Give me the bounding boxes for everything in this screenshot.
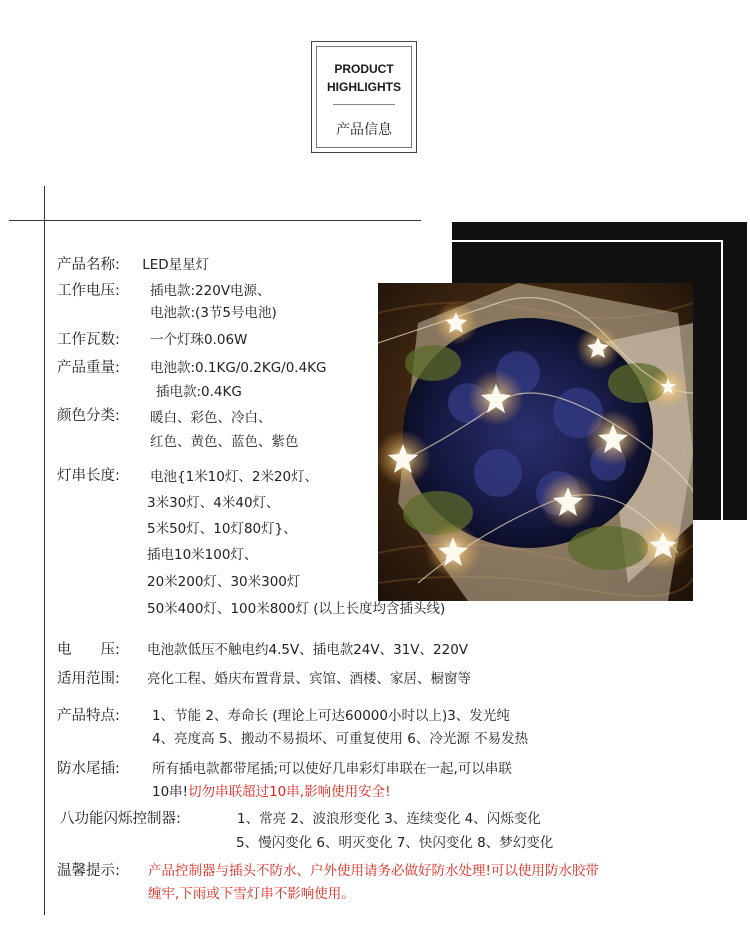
tip-value-line1: 产品控制器与插头不防水、户外使用请务必做好防水处理!可以使用防水胶带 bbox=[148, 863, 599, 879]
wattage-value: 一个灯珠0.06W bbox=[150, 332, 248, 348]
product-photo bbox=[378, 283, 693, 601]
voltage-label: 工作电压: bbox=[57, 283, 120, 299]
weight-label: 产品重量: bbox=[57, 360, 120, 376]
length-value-line5: 20米200灯、30米300灯 bbox=[147, 574, 301, 590]
tail-plug-count: 10串! bbox=[152, 784, 189, 800]
controller-value-line2: 5、慢闪变化 6、明灭变化 7、快闪变化 8、梦幻变化 bbox=[236, 835, 554, 851]
product-name-value: LED星星灯 bbox=[142, 257, 210, 273]
spec-row-name bbox=[57, 255, 209, 275]
tip-label: 温馨提示: bbox=[57, 863, 120, 879]
length-value-line1: 电池{1米10灯、2米20灯、 bbox=[150, 469, 319, 485]
vertical-rule bbox=[44, 186, 45, 915]
horizontal-rule bbox=[9, 220, 421, 221]
star-lights-bouquet-image bbox=[378, 283, 693, 601]
controller-label: 八功能闪烁控制器: bbox=[60, 811, 181, 827]
color-value-line1: 暖白、彩色、冷白、 bbox=[150, 410, 272, 426]
tail-plug-label: 防水尾插: bbox=[57, 761, 120, 777]
highlights-divider bbox=[333, 104, 395, 105]
length-value-line4: 插电10米100灯、 bbox=[147, 547, 258, 563]
product-name-label: 产品名称: bbox=[57, 257, 120, 273]
color-label: 颜色分类: bbox=[57, 408, 120, 424]
controller-value-line1: 1、常亮 2、波浪形变化 3、连续变化 4、闪烁变化 bbox=[237, 811, 541, 827]
tail-plug-value-line1: 所有插电款都带尾插;可以使好几串彩灯串联在一起,可以串联 bbox=[152, 761, 512, 777]
weight-value-line2: 插电款:0.4KG bbox=[156, 384, 242, 400]
voltage-value-line2: 电池款:(3节5号电池) bbox=[150, 305, 277, 321]
highlights-title-line1: PRODUCT bbox=[334, 62, 394, 76]
feature-value-line2: 4、亮度高 5、搬动不易损坏、可重复使用 6、冷光源 不易发热 bbox=[152, 731, 529, 747]
tail-plug-warning: 切勿串联超过10串,影响使用安全! bbox=[188, 784, 391, 800]
voltage2-value: 电池款低压不触电约4.5V、插电款24V、31V、220V bbox=[147, 642, 469, 658]
voltage-value-line1: 插电款:220V电源、 bbox=[150, 283, 271, 299]
feature-value-line1: 1、节能 2、寿命长 (理论上可达60000小时以上)3、发光纯 bbox=[152, 708, 510, 724]
color-value-line2: 红色、黄色、蓝色、紫色 bbox=[150, 434, 299, 450]
length-value-line3: 5米50灯、10灯80灯}、 bbox=[147, 521, 297, 537]
scope-value: 亮化工程、婚庆布置背景、宾馆、酒楼、家居、橱窗等 bbox=[147, 671, 471, 687]
highlights-title-line2: HIGHLIGHTS bbox=[327, 80, 401, 94]
feature-label: 产品特点: bbox=[57, 708, 120, 724]
length-value-line6: 50米400灯、100米800灯 (以上长度均含插头线) bbox=[147, 601, 446, 617]
voltage2-label: 电 压: bbox=[57, 642, 120, 658]
tail-plug-value-line2 bbox=[152, 782, 390, 802]
length-value-line2: 3米30灯、4米40灯、 bbox=[147, 495, 280, 511]
length-label: 灯串长度: bbox=[57, 468, 120, 484]
highlights-subtitle: 产品信息 bbox=[336, 122, 392, 138]
highlights-title bbox=[316, 60, 412, 96]
wattage-label: 工作瓦数: bbox=[57, 332, 120, 348]
weight-value-line1: 电池款:0.1KG/0.2KG/0.4KG bbox=[150, 360, 327, 376]
scope-label: 适用范围: bbox=[57, 671, 120, 687]
tip-value-line2: 缠牢,下雨或下雪灯串不影响使用。 bbox=[148, 886, 355, 902]
